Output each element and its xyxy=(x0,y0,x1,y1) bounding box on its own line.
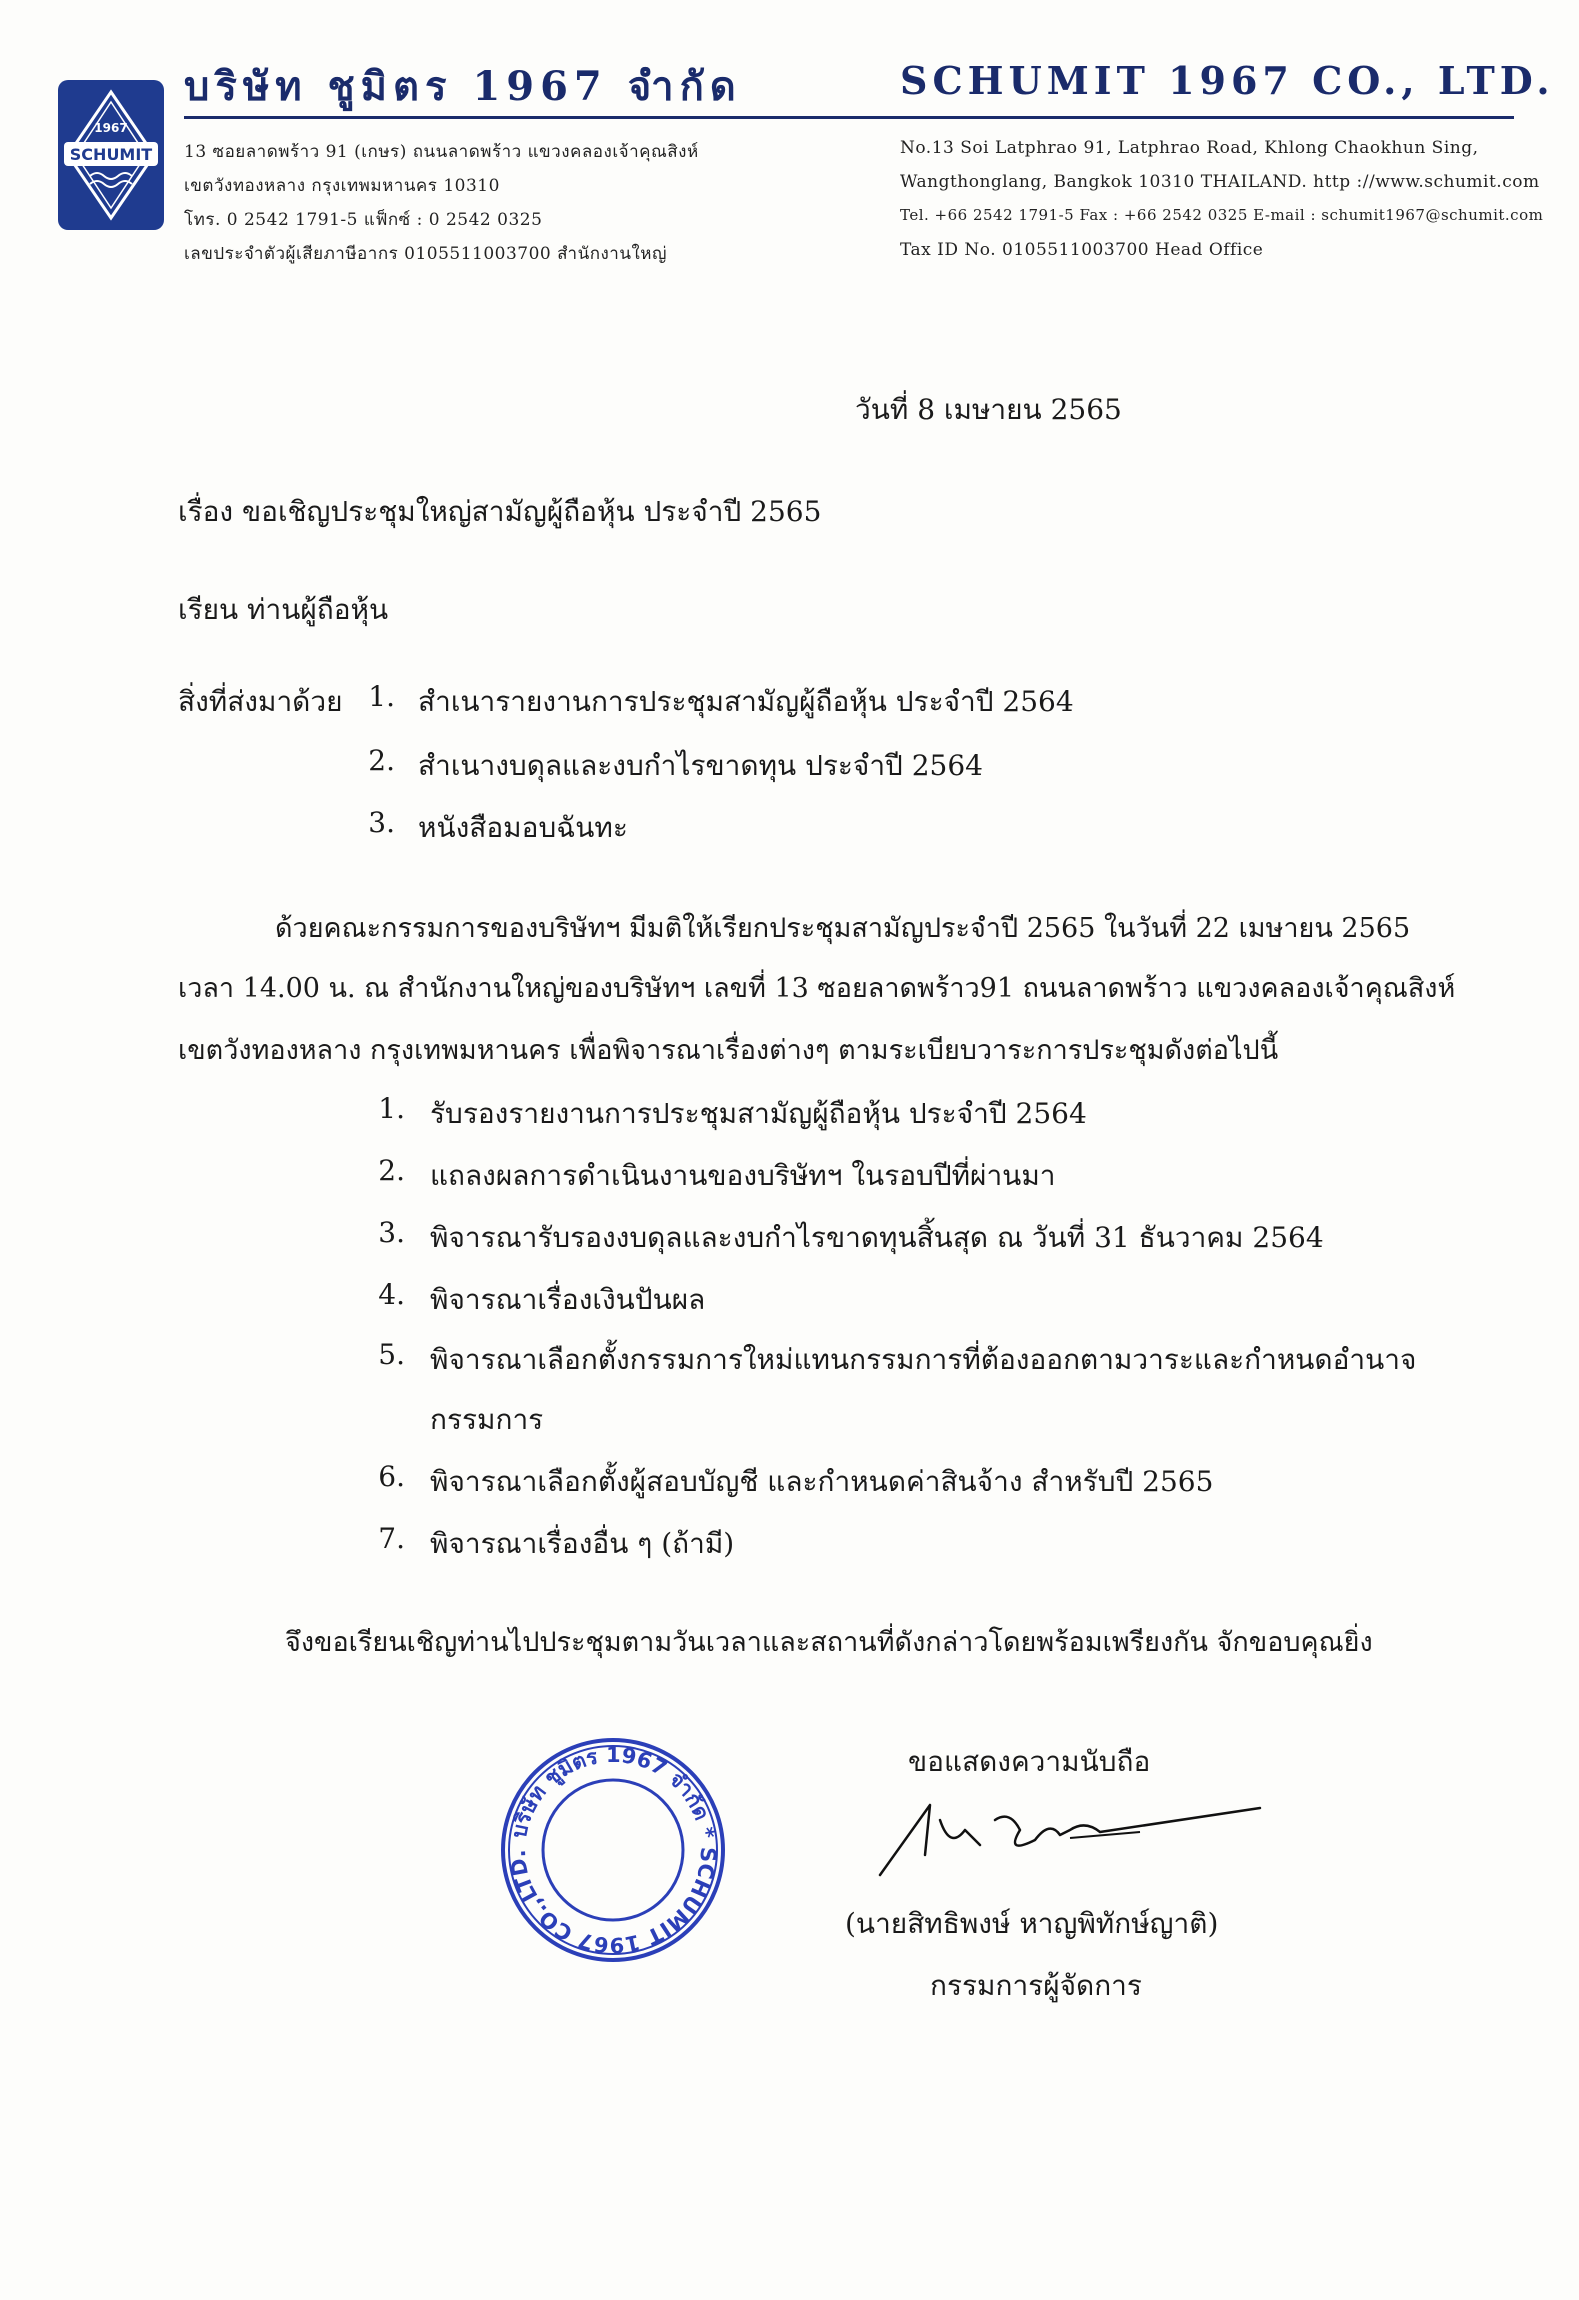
stamp-ring-text: บริษัท ชูมิตร 1967 จำกัด * SCHUMIT 1967 CO.,LTD. xyxy=(505,1742,721,1958)
agenda-num: 5. xyxy=(378,1338,405,1371)
agenda-item: พิจารณาเลือกตั้งผู้สอบบัญชี และกำหนดค่าสินจ้าง สำหรับปี 2565 xyxy=(430,1465,1214,1498)
letter-date: วันที่ 8 เมษายน 2565 xyxy=(855,393,1122,426)
enclosure-num: 2. xyxy=(368,744,395,777)
logo-brand: SCHUMIT xyxy=(69,145,153,164)
regards: ขอแสดงความนับถือ xyxy=(908,1745,1151,1778)
address-th-line-3: โทร. 0 2542 1791-5 แฟ็กซ์ : 0 2542 0325 xyxy=(184,210,543,230)
logo-year: 1967 xyxy=(94,121,128,135)
address-en-line-3: Tel. +66 2542 1791-5 Fax : +66 2542 0325 E-mail : schumit1967@schumit.com xyxy=(900,206,1544,224)
letterhead-divider xyxy=(184,116,1514,119)
address-th-line-1: 13 ซอยลาดพร้าว 91 (เกษร) ถนนลาดพร้าว แขวงคลองเจ้าคุณสิงห์ xyxy=(184,142,699,162)
agenda-item: พิจารณารับรองงบดุลและงบกำไรขาดทุนสิ้นสุด ณ วันที่ 31 ธันวาคม 2564 xyxy=(430,1221,1324,1254)
address-en-line-2: Wangthonglang, Bangkok 10310 THAILAND. http ://www.schumit.com xyxy=(900,172,1540,192)
closing-sentence: จึงขอเรียนเชิญท่านไปประชุมตามวันเวลาและสถานที่ดังกล่าวโดยพร้อมเพรียงกัน จักขอบคุณยิ่ง xyxy=(285,1627,1373,1658)
agenda-item: พิจารณาเรื่องอื่น ๆ (ถ้ามี) xyxy=(430,1527,735,1560)
letter-subject: เรื่อง ขอเชิญประชุมใหญ่สามัญผู้ถือหุ้น ประจำปี 2565 xyxy=(178,495,822,528)
paragraph-line-3: เขตวังทองหลาง กรุงเทพมหานคร เพื่อพิจารณาเรื่องต่างๆ ตามระเบียบวาระการประชุมดังต่อไปนี้ xyxy=(178,1035,1279,1066)
enclosure-item: หนังสือมอบฉันทะ xyxy=(418,811,628,844)
agenda-num: 4. xyxy=(378,1278,405,1311)
paragraph-line-2: เวลา 14.00 น. ณ สำนักงานใหญ่ของบริษัทฯ เลขที่ 13 ซอยลาดพร้าว91 ถนนลาดพร้าว แขวงคลองเจ้าคุณสิงห์ xyxy=(178,973,1456,1004)
agenda-item-continuation: กรรมการ xyxy=(430,1403,544,1436)
agenda-num: 6. xyxy=(378,1460,405,1493)
address-en-line-1: No.13 Soi Latphrao 91, Latphrao Road, Khlong Chaokhun Sing, xyxy=(900,138,1479,158)
enclosures-label: สิ่งที่ส่งมาด้วย xyxy=(178,685,343,718)
company-seal-stamp xyxy=(498,1735,728,1965)
enclosure-num: 1. xyxy=(368,680,395,713)
enclosure-num: 3. xyxy=(368,806,395,839)
enclosure-item: สำเนารายงานการประชุมสามัญผู้ถือหุ้น ประจำปี 2564 xyxy=(418,685,1074,718)
agenda-num: 1. xyxy=(378,1092,405,1125)
agenda-num: 7. xyxy=(378,1522,405,1555)
agenda-num: 2. xyxy=(378,1154,405,1187)
company-logo xyxy=(58,80,164,230)
enclosure-item: สำเนางบดุลและงบกำไรขาดทุน ประจำปี 2564 xyxy=(418,749,983,782)
agenda-item: พิจารณาเลือกตั้งกรรมการใหม่แทนกรรมการที่ต้องออกตามวาระและกำหนดอำนาจ xyxy=(430,1343,1417,1376)
agenda-item: พิจารณาเรื่องเงินปันผล xyxy=(430,1283,706,1316)
company-name-english: SCHUMIT 1967 CO., LTD. xyxy=(900,58,1555,103)
agenda-item: แถลงผลการดำเนินงานของบริษัทฯ ในรอบปีที่ผ่านมา xyxy=(430,1159,1056,1192)
company-name-thai: บริษัท ชูมิตร 1967 จำกัด xyxy=(184,63,742,110)
signer-title: กรรมการผู้จัดการ xyxy=(930,1969,1142,2002)
paragraph-line-1: ด้วยคณะกรรมการของบริษัทฯ มีมติให้เรียกประชุมสามัญประจำปี 2565 ในวันที่ 22 เมษายน 2565 xyxy=(275,913,1411,944)
address-th-line-4: เลขประจำตัวผู้เสียภาษีอากร 0105511003700 สำนักงานใหญ่ xyxy=(184,244,667,264)
letter-salutation: เรียน ท่านผู้ถือหุ้น xyxy=(178,593,389,626)
agenda-num: 3. xyxy=(378,1216,405,1249)
address-th-line-2: เขตวังทองหลาง กรุงเทพมหานคร 10310 xyxy=(184,176,500,196)
agenda-item: รับรองรายงานการประชุมสามัญผู้ถือหุ้น ประจำปี 2564 xyxy=(430,1097,1087,1130)
signer-name: (นายสิทธิพงษ์ หาญพิทักษ์ญาติ) xyxy=(845,1907,1219,1940)
address-en-line-4: Tax ID No. 0105511003700 Head Office xyxy=(900,240,1264,260)
handwritten-signature xyxy=(870,1760,1290,1890)
